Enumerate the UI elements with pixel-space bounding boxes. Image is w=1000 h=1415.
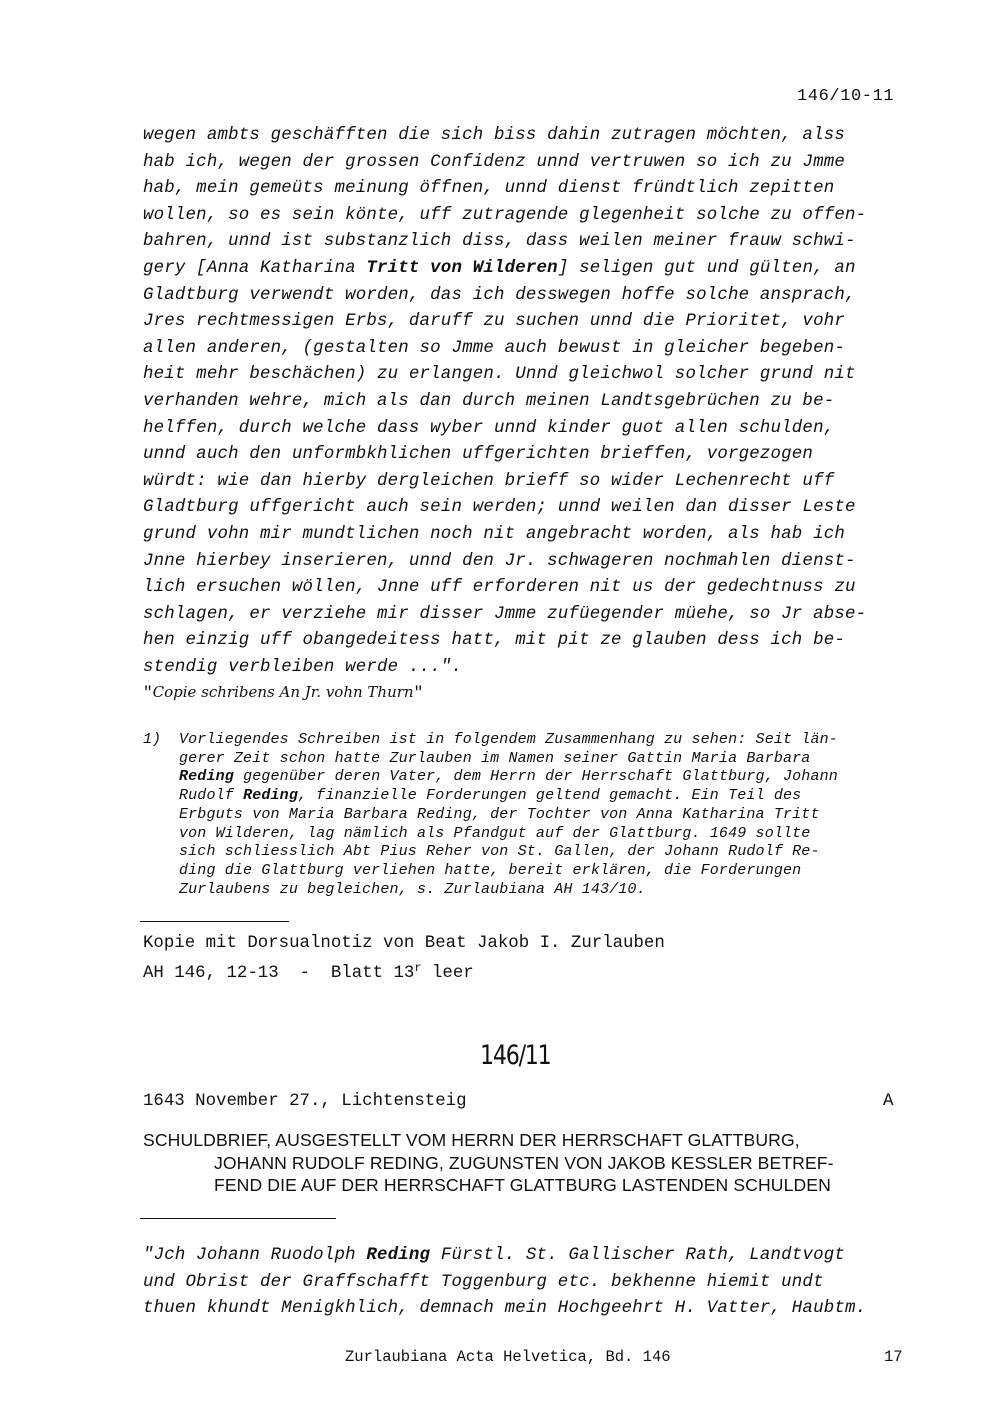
person-name-bold: Reding bbox=[366, 1246, 431, 1265]
body-line: verhanden wehre, mich als dan durch meinen Landtsgebrüchen zu be- bbox=[143, 391, 835, 411]
transcript-line: und Obrist der Graffschafft Toggenburg etc. bekhenne hiemit undt bbox=[143, 1272, 824, 1292]
footnote-line bbox=[179, 787, 838, 806]
footnote-line: Zurlaubens zu begleichen, s. Zurlaubiana AH 143/10. bbox=[179, 880, 646, 898]
body-line: bahren, unnd ist substanzlich diss, dass weilen meiner frauw schwi- bbox=[143, 232, 856, 252]
body-line: allen anderen, (gestalten so Jmme auch bewust in gleicher begeben- bbox=[143, 338, 845, 358]
body-line: hen einzig uff obangedeitess hatt, mit pit ze glauben dess ich be- bbox=[143, 631, 845, 651]
page-reference: 146/10-11 bbox=[797, 87, 895, 106]
source-line bbox=[143, 956, 665, 986]
person-name-bold: Tritt von Wilderen bbox=[366, 258, 558, 278]
document-number: 146/11 bbox=[480, 1040, 551, 1071]
body-line: Jres rechtmessigen Erbs, daruff zu suchen unnd die Prioritet, vohr bbox=[143, 312, 845, 332]
footnote-line bbox=[179, 768, 838, 787]
body-line: würdt: wie dan hierby dergleichen brieff so wider Lechenrecht uff bbox=[143, 471, 835, 491]
title-line: JOHANN RUDOLF REDING, ZUGUNSTEN VON JAKOB KESSLER BETREF- bbox=[214, 1152, 834, 1173]
source-text: leer bbox=[421, 964, 474, 983]
body-line bbox=[143, 256, 866, 283]
document-class: A bbox=[883, 1092, 894, 1111]
quote-open: " bbox=[143, 684, 153, 702]
body-line: hab, mein gemeüts meinung öffnen, unnd dienst fründtlich zepitten bbox=[143, 179, 835, 199]
source-line: Kopie mit Dorsualnotiz von Beat Jakob I. Zurlauben bbox=[143, 934, 665, 953]
source-note bbox=[143, 931, 665, 986]
recto-superscript: r bbox=[414, 961, 422, 975]
body-line: helffen, durch welche dass wyber unnd kinder guot allen schulden, bbox=[143, 418, 835, 438]
title-line: FEND DIE AUF DER HERRSCHAFT GLATTBURG LASTENDEN SCHULDEN bbox=[214, 1175, 831, 1195]
transcript-line bbox=[143, 1243, 866, 1270]
footnote-text bbox=[179, 731, 838, 899]
body-line: grund vohn mir mundtlichen noch nit angebracht worden, als hab ich bbox=[143, 524, 845, 544]
body-line: wegen ambts geschäfften die sich biss dahin zutragen möchten, alss bbox=[143, 126, 845, 145]
body-line: Jnne hierbey inserieren, unnd den Jr. schwageren nochmahlen dienst- bbox=[143, 551, 856, 571]
body-line: Gladtburg verwendt worden, das ich desswegen hoffe solche ansprach, bbox=[143, 285, 856, 305]
body-line: hab ich, wegen der grossen Confidenz unnd vertruwen so ich zu Jmme bbox=[143, 152, 845, 172]
person-name-bold: Reding bbox=[179, 768, 234, 786]
person-name-bold: Reding bbox=[243, 787, 298, 805]
letter-body bbox=[143, 123, 866, 681]
section-divider bbox=[140, 921, 289, 922]
body-line: lich ersuchen wöllen, Jnne uff erforderen nit us der gedechtnuss zu bbox=[143, 578, 856, 598]
body-line: Gladtburg uffgericht auch sein werden; unnd weilen dan disser Leste bbox=[143, 498, 856, 518]
document-title bbox=[143, 1129, 834, 1197]
footnote-text-run: gegenüber deren Vater, dem Herrn der Herrschaft Glattburg, Johann bbox=[233, 768, 838, 786]
body-text: ] seligen gut und gülten, an bbox=[557, 258, 856, 278]
footnote-line: sich schliesslich Abt Pius Reher von St. Gallen, der Johann Rudolf Re- bbox=[179, 843, 820, 861]
date-place: 1643 November 27., Lichtensteig bbox=[143, 1092, 467, 1111]
footer-publication: Zurlaubiana Acta Helvetica, Bd. 146 bbox=[345, 1348, 671, 1366]
body-text: gery [Anna Katharina bbox=[143, 258, 367, 278]
body-line: stendig verbleiben werde ...". bbox=[143, 657, 463, 677]
dorsal-note-text: Copie schribens An Jr. vohn Thurn bbox=[152, 683, 414, 701]
quote-close: " bbox=[413, 684, 424, 702]
body-line: unnd auch den unformbkhlichen uffgerichten brieffen, vorgezogen bbox=[143, 445, 814, 465]
footnote-line: Vorliegendes Schreiben ist in folgendem Zusammenhang zu sehen: Seit län- bbox=[179, 731, 838, 748]
body-line: heit mehr beschächen) zu erlangen. Unnd gleichwol solcher grund nit bbox=[143, 365, 856, 385]
footnote-text-run: , finanzielle Forderungen geltend gemacht. Ein Teil des bbox=[297, 787, 802, 805]
footnote-line: von Wilderen, lag nämlich als Pfandgut auf der Glattburg. 1649 sollte bbox=[179, 824, 811, 842]
document-transcript bbox=[143, 1243, 866, 1323]
title-line: SCHULDBRIEF, AUSGESTELLT VOM HERRN DER HERRSCHAFT GLATTBURG, bbox=[143, 1130, 800, 1150]
footnote-line: gerer Zeit schon hatte Zurlauben im Namen seiner Gattin Maria Barbara bbox=[179, 749, 811, 767]
transcript-text: "Jch Johann Ruodolph bbox=[143, 1246, 367, 1265]
footnote-text-run: Rudolf bbox=[179, 787, 244, 805]
transcript-text: Fürstl. St. Gallischer Rath, Landtvogt bbox=[430, 1246, 845, 1265]
transcript-line: thuen khundt Menigkhlich, demnach mein Hochgeehrt H. Vatter, Haubtm. bbox=[143, 1299, 867, 1319]
footnote-line: ding die Glattburg verliehen hatte, bereit erklären, die Forderungen bbox=[179, 861, 802, 879]
source-text: AH 146, 12-13 - Blatt 13 bbox=[143, 964, 415, 983]
footnote-line: Erbguts von Maria Barbara Reding, der Tochter von Anna Katharina Tritt bbox=[179, 805, 820, 823]
footnote-number: 1) bbox=[143, 731, 162, 748]
dorsal-note bbox=[143, 683, 423, 702]
body-line: wollen, so es sein könte, uff zutragende glegenheit solche zu offen- bbox=[143, 205, 867, 225]
section-divider bbox=[140, 1218, 336, 1219]
footer-page-number: 17 bbox=[884, 1348, 903, 1366]
body-line: schlagen, er verziehe mir disser Jmme zufüegender müehe, so Jr abse- bbox=[143, 604, 867, 624]
